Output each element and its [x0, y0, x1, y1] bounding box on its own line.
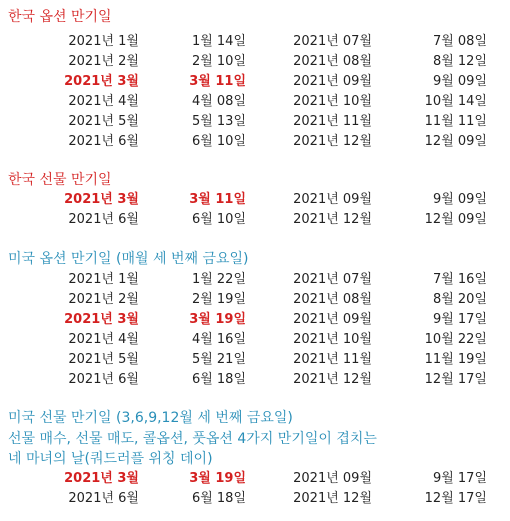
table-row-highlighted — [0, 308, 510, 328]
month-right: 2021년 12월 — [293, 134, 372, 149]
month-right: 2021년 12월 — [293, 372, 372, 387]
table-row — [0, 90, 510, 110]
expiry-date-right: 12월 09일 — [424, 134, 487, 149]
section-title-us-futures: 미국 선물 만기일 (3,6,9,12월 세 번째 금요일) — [8, 410, 293, 426]
month-left: 2021년 3월 — [64, 74, 139, 89]
month-left: 2021년 2월 — [68, 292, 139, 307]
expiry-date-left: 4월 16일 — [191, 332, 246, 347]
month-left: 2021년 3월 — [64, 312, 139, 327]
expiry-date-right: 12월 17일 — [424, 491, 487, 506]
section-title-us-option: 미국 옵션 만기일 (매월 세 번째 금요일) — [8, 251, 249, 267]
expiry-date-right: 7월 16일 — [432, 272, 487, 287]
expiry-date-left: 5월 13일 — [191, 114, 246, 129]
table-row — [0, 368, 510, 388]
table-row — [0, 288, 510, 308]
month-left: 2021년 6월 — [68, 134, 139, 149]
month-right: 2021년 10월 — [293, 332, 372, 347]
month-right: 2021년 12월 — [293, 212, 372, 227]
month-left: 2021년 4월 — [68, 332, 139, 347]
expiry-date-left: 2월 10일 — [191, 54, 246, 69]
table-row — [0, 130, 510, 150]
month-left: 2021년 5월 — [68, 114, 139, 129]
month-right: 2021년 07월 — [293, 34, 372, 49]
expiry-date-right: 9월 09일 — [432, 192, 487, 207]
month-right: 2021년 11월 — [293, 352, 372, 367]
expiry-date-right: 12월 17일 — [424, 372, 487, 387]
month-right: 2021년 08월 — [293, 292, 372, 307]
expiry-date-left: 2월 19일 — [191, 292, 246, 307]
expiry-date-right: 8월 20일 — [432, 292, 487, 307]
expiry-date-left: 3월 19일 — [189, 312, 246, 327]
expiry-date-right: 10월 22일 — [424, 332, 487, 347]
section-description: 네 마녀의 날(쿼드러플 위칭 데이) — [8, 451, 213, 467]
expiry-date-right: 10월 14일 — [424, 94, 487, 109]
month-left: 2021년 6월 — [68, 212, 139, 227]
section-title-kr-option: 한국 옵션 만기일 — [8, 9, 112, 25]
section-description: 선물 매수, 선물 매도, 콜옵션, 풋옵션 4가지 만기일이 겹치는 — [8, 431, 377, 447]
expiry-date-left: 3월 11일 — [189, 192, 246, 207]
expiry-date-left: 4월 08일 — [191, 94, 246, 109]
month-right: 2021년 12월 — [293, 491, 372, 506]
table-row — [0, 30, 510, 50]
month-left: 2021년 4월 — [68, 94, 139, 109]
month-left: 2021년 1월 — [68, 34, 139, 49]
expiry-date-right: 9월 09일 — [432, 74, 487, 89]
expiry-date-left: 3월 11일 — [189, 74, 246, 89]
expiry-date-left: 5월 21일 — [191, 352, 246, 367]
table-row — [0, 208, 510, 228]
month-right: 2021년 08월 — [293, 54, 372, 69]
expiry-date-left: 6월 18일 — [191, 372, 246, 387]
expiry-date-left: 1월 14일 — [191, 34, 246, 49]
expiry-date-right: 9월 17일 — [432, 312, 487, 327]
month-right: 2021년 07월 — [293, 272, 372, 287]
section-title-kr-futures: 한국 선물 만기일 — [8, 172, 112, 188]
month-left: 2021년 2월 — [68, 54, 139, 69]
table-row — [0, 487, 510, 507]
expiry-date-left: 6월 18일 — [191, 491, 246, 506]
month-left: 2021년 6월 — [68, 491, 139, 506]
month-right: 2021년 10월 — [293, 94, 372, 109]
table-row — [0, 268, 510, 288]
month-left: 2021년 3월 — [64, 471, 139, 486]
expiry-date-left: 6월 10일 — [191, 134, 246, 149]
month-right: 2021년 11월 — [293, 114, 372, 129]
expiry-date-right: 7월 08일 — [432, 34, 487, 49]
expiry-date-right: 9월 17일 — [432, 471, 487, 486]
table-row-highlighted — [0, 467, 510, 487]
table-row — [0, 328, 510, 348]
expiry-date-right: 11월 11일 — [424, 114, 487, 129]
month-right: 2021년 09월 — [293, 471, 372, 486]
table-row-highlighted — [0, 70, 510, 90]
month-right: 2021년 09월 — [293, 192, 372, 207]
month-right: 2021년 09월 — [293, 74, 372, 89]
expiry-date-right: 11월 19일 — [424, 352, 487, 367]
table-row — [0, 50, 510, 70]
table-row — [0, 348, 510, 368]
month-left: 2021년 6월 — [68, 372, 139, 387]
expiry-date-left: 6월 10일 — [191, 212, 246, 227]
table-row — [0, 110, 510, 130]
expiry-date-right: 8월 12일 — [432, 54, 487, 69]
expiry-date-left: 3월 19일 — [189, 471, 246, 486]
expiry-date-right: 12월 09일 — [424, 212, 487, 227]
table-row-highlighted — [0, 188, 510, 208]
month-left: 2021년 1월 — [68, 272, 139, 287]
month-left: 2021년 5월 — [68, 352, 139, 367]
expiry-date-left: 1월 22일 — [191, 272, 246, 287]
month-left: 2021년 3월 — [64, 192, 139, 207]
month-right: 2021년 09월 — [293, 312, 372, 327]
